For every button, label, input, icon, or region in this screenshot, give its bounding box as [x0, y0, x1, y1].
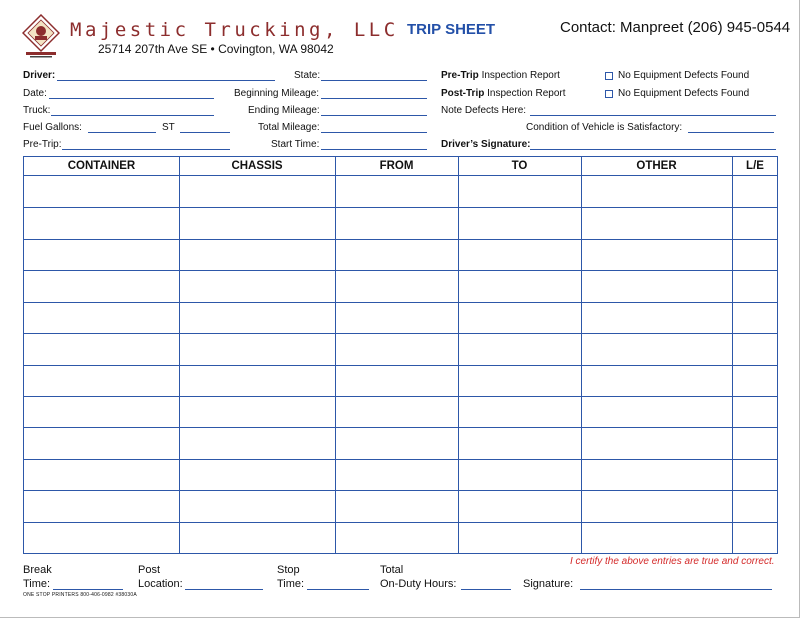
- driver-label: Driver:: [23, 70, 56, 81]
- stop-label: Stop: [277, 564, 300, 576]
- contact-info: Contact: Manpreet (206) 945-0544: [560, 19, 791, 36]
- on-duty-hours-field[interactable]: [461, 589, 511, 590]
- row-divider: [24, 270, 777, 271]
- ending-mileage-field[interactable]: [321, 115, 427, 116]
- beginning-mileage-label: Beginning Mileage:: [234, 88, 320, 99]
- certification-statement: I certify the above entries are true and correct.: [570, 556, 775, 567]
- break-time-field[interactable]: [53, 589, 123, 590]
- company-name: Majestic Trucking, LLC: [70, 19, 399, 41]
- table-header: [24, 157, 777, 176]
- column-header-chassis: CHASSIS: [231, 160, 283, 172]
- column-header-from: FROM: [379, 160, 414, 172]
- driver-signature-field[interactable]: [530, 149, 776, 150]
- note-defects-field[interactable]: [530, 115, 776, 116]
- row-divider: [24, 333, 777, 334]
- column-header-le: L/E: [746, 160, 764, 172]
- table-row[interactable]: [24, 522, 777, 553]
- break-label: Break: [23, 564, 52, 576]
- company-address: 25714 207th Ave SE • Covington, WA 98042: [98, 42, 334, 56]
- table-row[interactable]: [24, 490, 777, 521]
- ending-mileage-label: Ending Mileage:: [248, 105, 320, 116]
- driver-field[interactable]: [57, 80, 275, 81]
- pre-trip-no-defects-label: No Equipment Defects Found: [618, 70, 750, 81]
- table-row[interactable]: [24, 427, 777, 458]
- start-time-label: Start Time:: [271, 139, 320, 150]
- pre-trip-label: Pre-Trip:: [23, 139, 62, 150]
- stop-time-label: Time:: [277, 578, 305, 590]
- row-divider: [24, 427, 777, 428]
- date-label: Date:: [23, 88, 47, 99]
- signature-label: Signature:: [523, 578, 574, 590]
- table-row[interactable]: [24, 176, 777, 207]
- stop-time-field[interactable]: [307, 589, 369, 590]
- on-duty-hours-label: On-Duty Hours:: [380, 578, 457, 590]
- beginning-mileage-field[interactable]: [321, 98, 427, 99]
- printer-credit: ONE STOP PRINTERS 800-406-0982 #38030A: [23, 592, 137, 598]
- row-divider: [24, 396, 777, 397]
- state-label: State:: [294, 70, 321, 81]
- table-row[interactable]: [24, 302, 777, 333]
- post-location-field[interactable]: [185, 589, 263, 590]
- pre-trip-no-defects-checkbox[interactable]: [605, 72, 613, 80]
- table-row[interactable]: [24, 365, 777, 396]
- total-mileage-field[interactable]: [321, 132, 427, 133]
- pre-trip-field[interactable]: [62, 149, 230, 150]
- row-divider: [24, 365, 777, 366]
- st-field[interactable]: [180, 132, 230, 133]
- post-trip-no-defects-label: No Equipment Defects Found: [618, 88, 750, 99]
- post-trip-no-defects-checkbox[interactable]: [605, 90, 613, 98]
- trip-log-table: [23, 156, 778, 554]
- post-label: Post: [138, 564, 161, 576]
- table-row[interactable]: [24, 239, 777, 270]
- st-label: ST: [162, 122, 175, 133]
- date-field[interactable]: [49, 98, 214, 99]
- truck-label: Truck:: [23, 105, 51, 116]
- page-title: TRIP SHEET: [407, 21, 496, 38]
- signature-field[interactable]: [580, 589, 772, 590]
- column-header-to: TO: [511, 160, 528, 172]
- table-row[interactable]: [24, 270, 777, 301]
- condition-satisfactory-label: Condition of Vehicle is Satisfactory:: [526, 122, 683, 133]
- table-row[interactable]: [24, 207, 777, 238]
- row-divider: [24, 522, 777, 523]
- row-divider: [24, 459, 777, 460]
- table-row[interactable]: [24, 333, 777, 364]
- post-trip-inspection-label: Post-Trip Inspection Report: [441, 88, 566, 99]
- row-divider: [24, 207, 777, 208]
- fuel-gallons-field[interactable]: [88, 132, 156, 133]
- driver-signature-label: Driver’s Signature:: [441, 139, 531, 150]
- start-time-field[interactable]: [321, 149, 427, 150]
- break-time-label: Time:: [23, 578, 51, 590]
- fuel-gallons-label: Fuel Gallons:: [23, 122, 82, 133]
- condition-satisfactory-field[interactable]: [688, 132, 774, 133]
- row-divider: [24, 302, 777, 303]
- table-row[interactable]: [24, 459, 777, 490]
- truck-field[interactable]: [51, 115, 214, 116]
- pre-trip-inspection-label: Pre-Trip Inspection Report: [441, 70, 560, 81]
- post-location-label: Location:: [138, 578, 183, 590]
- note-defects-label: Note Defects Here:: [441, 105, 527, 116]
- row-divider: [24, 490, 777, 491]
- company-logo-icon: [22, 14, 60, 60]
- row-divider: [24, 239, 777, 240]
- total-label: Total: [380, 564, 404, 576]
- column-header-container: CONTAINER: [67, 160, 136, 172]
- table-row[interactable]: [24, 396, 777, 427]
- column-header-other: OTHER: [636, 160, 677, 172]
- state-field[interactable]: [321, 80, 427, 81]
- total-mileage-label: Total Mileage:: [258, 122, 320, 133]
